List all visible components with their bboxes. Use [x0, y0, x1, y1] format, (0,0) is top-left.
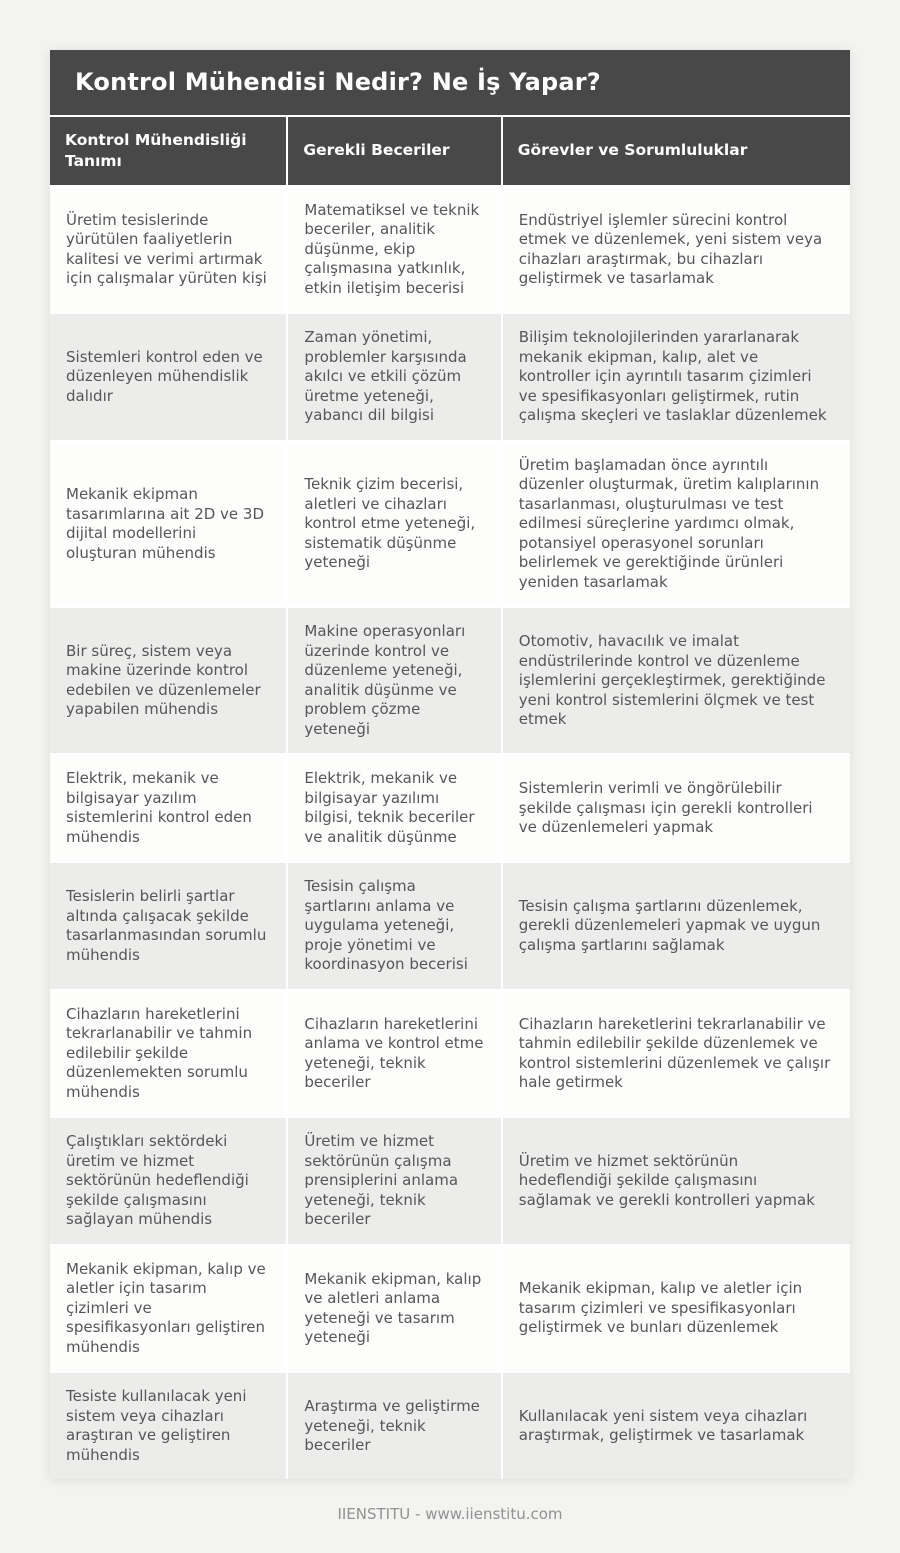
- cell-skills: Zaman yönetimi, problemler karşısında akılcı ve etkili çözüm üretme yeteneği, yabancı dil bilgisi: [288, 312, 502, 440]
- cell-duties: Otomotiv, havacılık ve imalat endüstrilerinde kontrol ve düzenleme işlemlerini gerçekleştirmek, gerektiğinde yeni kontrol sistemlerini ölçmek ve test etmek: [503, 606, 850, 753]
- table-row: [50, 1116, 850, 1244]
- cell-definition: Mekanik ekipman, kalıp ve aletler için tasarım çizimleri ve spesifikasyonları geliştiren mühendis: [50, 1244, 288, 1372]
- cell-skills: Tesisin çalışma şartlarını anlama ve uygulama yeteneği, proje yönetimi ve koordinasyon becerisi: [288, 861, 502, 989]
- cell-duties: Endüstriyel işlemler sürecini kontrol etmek ve düzenlemek, yeni sistem veya cihazları araştırmak, bu cihazları geliştirmek ve tasarlamak: [503, 185, 850, 313]
- info-card: [50, 50, 850, 1479]
- table-row: [50, 185, 850, 313]
- cell-definition: Tesislerin belirli şartlar altında çalışacak şekilde tasarlanmasından sorumlu mühendis: [50, 861, 288, 989]
- cell-skills: Araştırma ve geliştirme yeteneği, teknik beceriler: [288, 1371, 502, 1479]
- table-row: [50, 861, 850, 989]
- cell-duties: Kullanılacak yeni sistem veya cihazları araştırmak, geliştirmek ve tasarlamak: [503, 1371, 850, 1479]
- cell-definition: Cihazların hareketlerini tekrarlanabilir ve tahmin edilebilir şekilde düzenlemekten sorumlu mühendis: [50, 989, 288, 1117]
- info-table: [50, 115, 850, 1479]
- cell-duties: Sistemlerin verimli ve öngörülebilir şekilde çalışması için gerekli kontrolleri ve düzenlemeleri yapmak: [503, 753, 850, 861]
- cell-skills: Makine operasyonları üzerinde kontrol ve düzenleme yeteneği, analitik düşünme ve problem çözme yeteneği: [288, 606, 502, 753]
- cell-definition: Tesiste kullanılacak yeni sistem veya cihazları araştıran ve geliştiren mühendis: [50, 1371, 288, 1479]
- cell-definition: Sistemleri kontrol eden ve düzenleyen mühendislik dalıdır: [50, 312, 288, 440]
- cell-duties: Cihazların hareketlerini tekrarlanabilir ve tahmin edilebilir şekilde düzenlemek ve kontrol sistemlerini düzenlemek ve çalışır hale getirmek: [503, 989, 850, 1117]
- table-row: [50, 989, 850, 1117]
- cell-duties: Bilişim teknolojilerinden yararlanarak mekanik ekipman, kalıp, alet ve kontroller için ayrıntılı tasarım çizimleri ve spesifikasyonları geliştirmek, rutin çalışma skeçleri ve taslaklar düzenlemek: [503, 312, 850, 440]
- cell-skills: Cihazların hareketlerini anlama ve kontrol etme yeteneği, teknik beceriler: [288, 989, 502, 1117]
- cell-skills: Teknik çizim becerisi, aletleri ve cihazları kontrol etme yeteneği, sistematik düşünme yeteneği: [288, 440, 502, 607]
- cell-skills: Üretim ve hizmet sektörünün çalışma prensiplerini anlama yeteneği, teknik beceriler: [288, 1116, 502, 1244]
- cell-duties: Tesisin çalışma şartlarını düzenlemek, gerekli düzenlemeleri yapmak ve uygun çalışma şartlarını sağlamak: [503, 861, 850, 989]
- table-row: [50, 440, 850, 607]
- table-row: [50, 606, 850, 753]
- cell-duties: Mekanik ekipman, kalıp ve aletler için tasarım çizimleri ve spesifikasyonları geliştirmek ve bunları düzenlemek: [503, 1244, 850, 1372]
- cell-definition: Bir süreç, sistem veya makine üzerinde kontrol edebilen ve düzenlemeler yapabilen mühendis: [50, 606, 288, 753]
- page-title: Kontrol Mühendisi Nedir? Ne İş Yapar?: [50, 50, 850, 115]
- cell-skills: Matematiksel ve teknik beceriler, analitik düşünme, ekip çalışmasına yatkınlık, etkin iletişim becerisi: [288, 185, 502, 313]
- column-header-definition: Kontrol Mühendisliği Tanımı: [50, 115, 288, 185]
- cell-definition: Çalıştıkları sektördeki üretim ve hizmet sektörünün hedeflendiği şekilde çalışmasını sağlayan mühendis: [50, 1116, 288, 1244]
- column-header-duties: Görevler ve Sorumluluklar: [503, 115, 850, 185]
- table-row: [50, 1244, 850, 1372]
- column-header-skills: Gerekli Beceriler: [288, 115, 502, 185]
- footer-credit: IIENSTITU - www.iienstitu.com: [337, 1505, 563, 1524]
- cell-definition: Mekanik ekipman tasarımlarına ait 2D ve 3D dijital modellerini oluşturan mühendis: [50, 440, 288, 607]
- cell-definition: Üretim tesislerinde yürütülen faaliyetlerin kalitesi ve verimi artırmak için çalışmalar yürüten kişi: [50, 185, 288, 313]
- cell-skills: Elektrik, mekanik ve bilgisayar yazılımı bilgisi, teknik beceriler ve analitik düşünme: [288, 753, 502, 861]
- cell-skills: Mekanik ekipman, kalıp ve aletleri anlama yeteneği ve tasarım yeteneği: [288, 1244, 502, 1372]
- table-row: [50, 312, 850, 440]
- cell-duties: Üretim ve hizmet sektörünün hedeflendiği şekilde çalışmasını sağlamak ve gerekli kontrolleri yapmak: [503, 1116, 850, 1244]
- table-header-row: [50, 115, 850, 185]
- table-row: [50, 1371, 850, 1479]
- cell-duties: Üretim başlamadan önce ayrıntılı düzenler oluşturmak, üretim kalıplarının tasarlanması, oluşturulması ve test edilmesi süreçlerine yardımcı olmak, potansiyel operasyonel sorunları belirlemek ve gerektiğinde ürünleri yeniden tasarlamak: [503, 440, 850, 607]
- cell-definition: Elektrik, mekanik ve bilgisayar yazılım sistemlerini kontrol eden mühendis: [50, 753, 288, 861]
- table-row: [50, 753, 850, 861]
